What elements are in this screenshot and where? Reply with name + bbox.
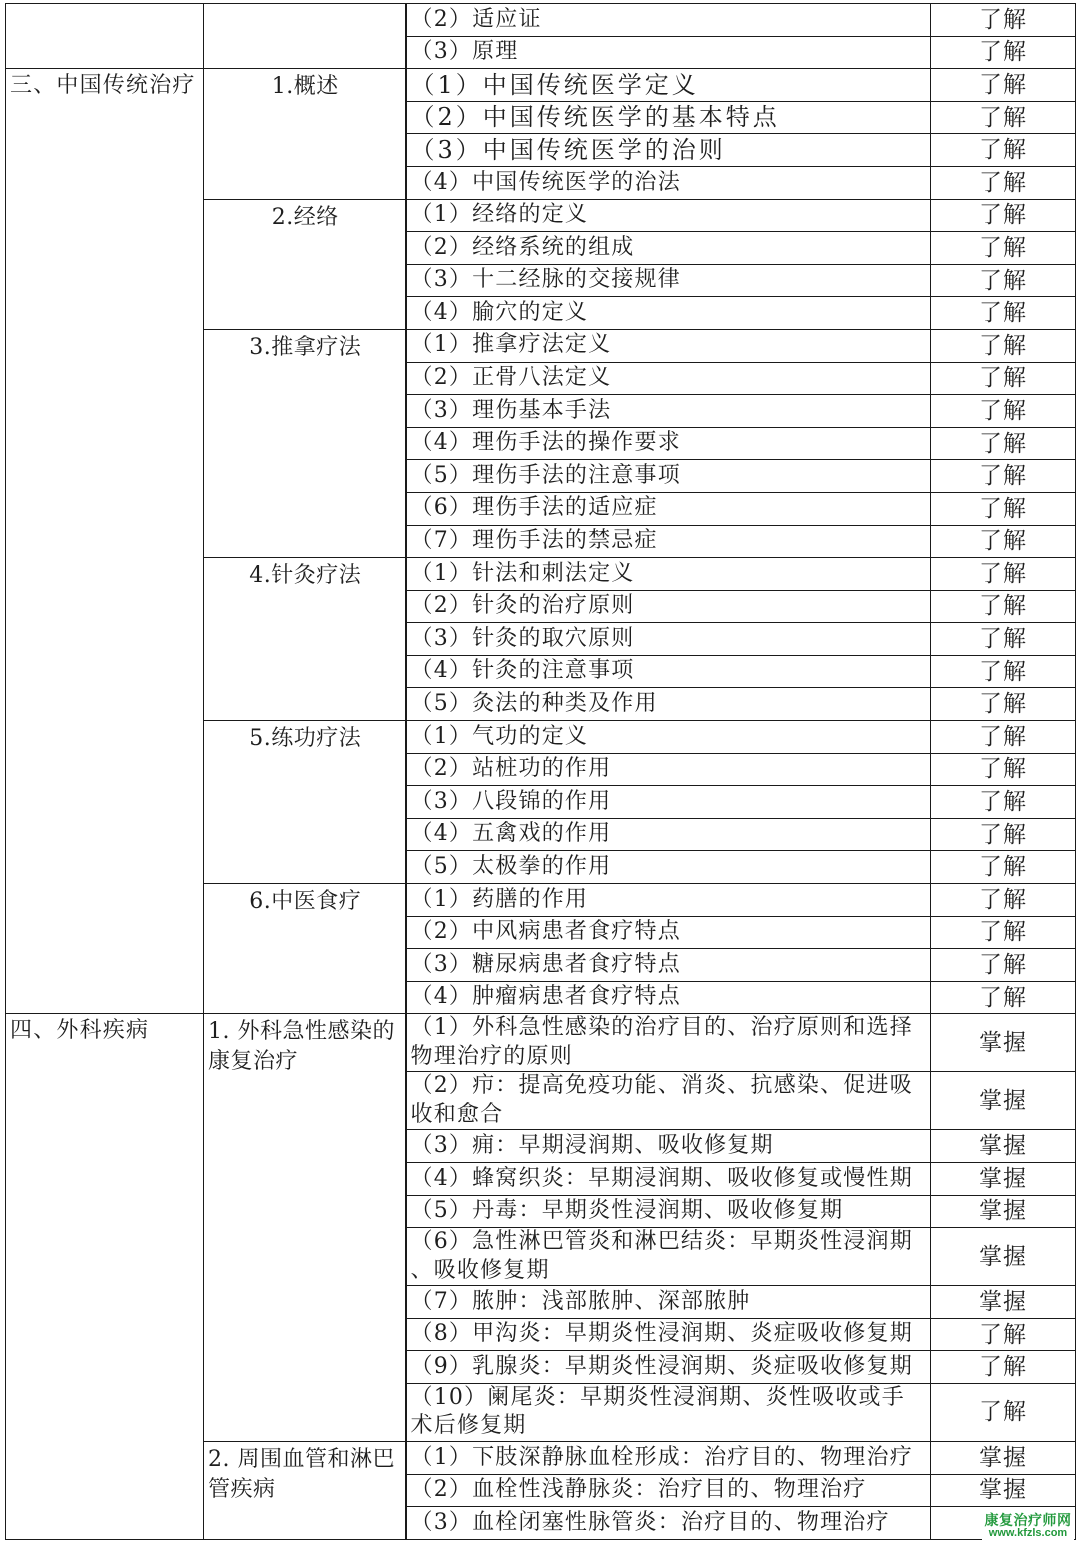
requirement-cell: 了解 bbox=[931, 558, 1076, 591]
topic-cell bbox=[204, 4, 406, 69]
point-cell: （4）理伤手法的操作要求 bbox=[406, 427, 931, 460]
requirement-cell: 了解 bbox=[931, 264, 1076, 297]
requirement-cell: 掌握 bbox=[931, 1474, 1076, 1507]
point-cell: （4）肿瘤病患者食疗特点 bbox=[406, 981, 931, 1014]
requirement-cell: 了解 bbox=[931, 232, 1076, 265]
point-cell: （1）下肢深静脉血栓形成：治疗目的、物理治疗 bbox=[406, 1441, 931, 1474]
point-cell: （3）糖尿病患者食疗特点 bbox=[406, 949, 931, 982]
point-cell: （1）药膳的作用 bbox=[406, 884, 931, 917]
requirement-cell: 了解 bbox=[931, 69, 1076, 102]
point-cell: （6）理伤手法的适应症 bbox=[406, 492, 931, 525]
requirement-cell: 掌握 bbox=[931, 1130, 1076, 1163]
requirement-cell: 了解 bbox=[931, 721, 1076, 754]
point-cell: （5）太极拳的作用 bbox=[406, 851, 931, 884]
requirement-cell: 了解 bbox=[931, 427, 1076, 460]
requirement-cell: 了解 bbox=[931, 492, 1076, 525]
point-cell: （2）疖：提高免疫功能、消炎、抗感染、促进吸收和愈合 bbox=[406, 1072, 931, 1130]
requirement-cell: 了解 bbox=[931, 851, 1076, 884]
point-cell: （1）经络的定义 bbox=[406, 199, 931, 232]
point-cell: （2）经络系统的组成 bbox=[406, 232, 931, 265]
point-cell: （5）丹毒：早期炎性浸润期、吸收修复期 bbox=[406, 1195, 931, 1228]
topic-cell: 5.练功疗法 bbox=[204, 721, 406, 884]
table-row bbox=[6, 4, 1076, 37]
requirement-cell: 掌握 bbox=[931, 1441, 1076, 1474]
watermark-site-name: 康复治疗师网 bbox=[984, 1512, 1072, 1528]
point-cell: （8）甲沟炎：早期炎性浸润期、炎症吸收修复期 bbox=[406, 1318, 931, 1351]
point-cell: （5）灸法的种类及作用 bbox=[406, 688, 931, 721]
requirement-cell: 了解 bbox=[931, 623, 1076, 656]
requirement-cell: 了解 bbox=[931, 329, 1076, 362]
requirement-cell: 掌握 bbox=[931, 1072, 1076, 1130]
requirement-cell: 了解 bbox=[931, 916, 1076, 949]
requirement-cell: 了解 bbox=[931, 362, 1076, 395]
requirement-cell: 了解 bbox=[931, 655, 1076, 688]
point-cell: （3）十二经脉的交接规律 bbox=[406, 264, 931, 297]
unit-cell bbox=[6, 4, 204, 69]
point-cell: （2）针灸的治疗原则 bbox=[406, 590, 931, 623]
requirement-cell: 掌握 bbox=[931, 1014, 1076, 1072]
topic-cell: 1. 外科急性感染的康复治疗 bbox=[204, 1014, 406, 1442]
point-cell: （4）五禽戏的作用 bbox=[406, 818, 931, 851]
point-cell: （1）针法和刺法定义 bbox=[406, 558, 931, 591]
table-row bbox=[6, 69, 1076, 102]
point-cell: （5）理伤手法的注意事项 bbox=[406, 460, 931, 493]
requirement-cell: 了解 bbox=[931, 688, 1076, 721]
site-watermark bbox=[982, 1513, 1074, 1540]
requirement-cell: 了解 bbox=[931, 1351, 1076, 1384]
requirement-cell: 了解 bbox=[931, 1318, 1076, 1351]
point-cell: （2）中国传统医学的基本特点 bbox=[406, 101, 931, 134]
point-cell: （1）中国传统医学定义 bbox=[406, 69, 931, 102]
point-cell: （4）中国传统医学的治法 bbox=[406, 166, 931, 199]
point-cell: （1）外科急性感染的治疗目的、治疗原则和选择物理治疗的原则 bbox=[406, 1014, 931, 1072]
requirement-cell: 了解 bbox=[931, 753, 1076, 786]
requirement-cell: 了解 bbox=[931, 199, 1076, 232]
point-cell: （3）理伤基本手法 bbox=[406, 395, 931, 428]
requirement-cell: 了解 bbox=[931, 884, 1076, 917]
requirement-cell: 了解 bbox=[931, 981, 1076, 1014]
point-cell: （1）气功的定义 bbox=[406, 721, 931, 754]
point-cell: （3）八段锦的作用 bbox=[406, 786, 931, 819]
requirement-cell: 了解 bbox=[931, 460, 1076, 493]
point-cell: （3）原理 bbox=[406, 36, 931, 69]
point-cell: （7）脓肿：浅部脓肿、深部脓肿 bbox=[406, 1286, 931, 1319]
point-cell: （3）痈：早期浸润期、吸收修复期 bbox=[406, 1130, 931, 1163]
point-cell: （4）蜂窝织炎：早期浸润期、吸收修复或慢性期 bbox=[406, 1163, 931, 1196]
point-cell: （2）中风病患者食疗特点 bbox=[406, 916, 931, 949]
syllabus-body bbox=[6, 4, 1076, 1540]
point-cell: （2）站桩功的作用 bbox=[406, 753, 931, 786]
point-cell: （9）乳腺炎：早期炎性浸润期、炎症吸收修复期 bbox=[406, 1351, 931, 1384]
requirement-cell: 掌握 bbox=[931, 1163, 1076, 1196]
requirement-cell: 了解 bbox=[931, 36, 1076, 69]
unit-cell: 三、中国传统治疗 bbox=[6, 69, 204, 1014]
point-cell: （7）理伤手法的禁忌症 bbox=[406, 525, 931, 558]
topic-cell: 6.中医食疗 bbox=[204, 884, 406, 1014]
topic-cell: 2. 周围血管和淋巴管疾病 bbox=[204, 1441, 406, 1539]
requirement-cell: 了解 bbox=[931, 818, 1076, 851]
requirement-cell: 了解 bbox=[931, 1383, 1076, 1441]
requirement-cell: 了解 bbox=[931, 134, 1076, 167]
requirement-cell: 了解 bbox=[931, 590, 1076, 623]
point-cell: （10）阑尾炎：早期炎性浸润期、炎性吸收或手术后修复期 bbox=[406, 1383, 931, 1441]
point-cell: （2）血栓性浅静脉炎：治疗目的、物理治疗 bbox=[406, 1474, 931, 1507]
syllabus-table bbox=[5, 3, 1076, 1540]
requirement-cell: 了解 bbox=[931, 101, 1076, 134]
requirement-cell: 了解 bbox=[931, 786, 1076, 819]
requirement-cell: 了解 bbox=[931, 4, 1076, 37]
requirement-cell: 了解 bbox=[931, 166, 1076, 199]
table-row bbox=[6, 1014, 1076, 1072]
topic-cell: 4.针灸疗法 bbox=[204, 558, 406, 721]
requirement-cell: 掌握 bbox=[931, 1195, 1076, 1228]
point-cell: （1）推拿疗法定义 bbox=[406, 329, 931, 362]
point-cell: （3）中国传统医学的治则 bbox=[406, 134, 931, 167]
requirement-cell: 了解 bbox=[931, 525, 1076, 558]
requirement-cell: 了解 bbox=[931, 949, 1076, 982]
requirement-cell: 掌握 bbox=[931, 1228, 1076, 1286]
topic-cell: 3.推拿疗法 bbox=[204, 329, 406, 557]
requirement-cell: 掌握 bbox=[931, 1286, 1076, 1319]
point-cell: （3）针灸的取穴原则 bbox=[406, 623, 931, 656]
point-cell: （4）腧穴的定义 bbox=[406, 297, 931, 330]
point-cell: （2）适应证 bbox=[406, 4, 931, 37]
topic-cell: 1.概述 bbox=[204, 69, 406, 199]
point-cell: （6）急性淋巴管炎和淋巴结炎：早期炎性浸润期、吸收修复期 bbox=[406, 1228, 931, 1286]
point-cell: （2）正骨八法定义 bbox=[406, 362, 931, 395]
requirement-cell: 了解 bbox=[931, 297, 1076, 330]
watermark-url: www.kfzls.com bbox=[988, 1527, 1068, 1539]
requirement-cell: 了解 bbox=[931, 395, 1076, 428]
point-cell: （3）血栓闭塞性脉管炎：治疗目的、物理治疗 bbox=[406, 1507, 931, 1540]
topic-cell: 2.经络 bbox=[204, 199, 406, 329]
unit-cell: 四、外科疾病 bbox=[6, 1014, 204, 1539]
point-cell: （4）针灸的注意事项 bbox=[406, 655, 931, 688]
